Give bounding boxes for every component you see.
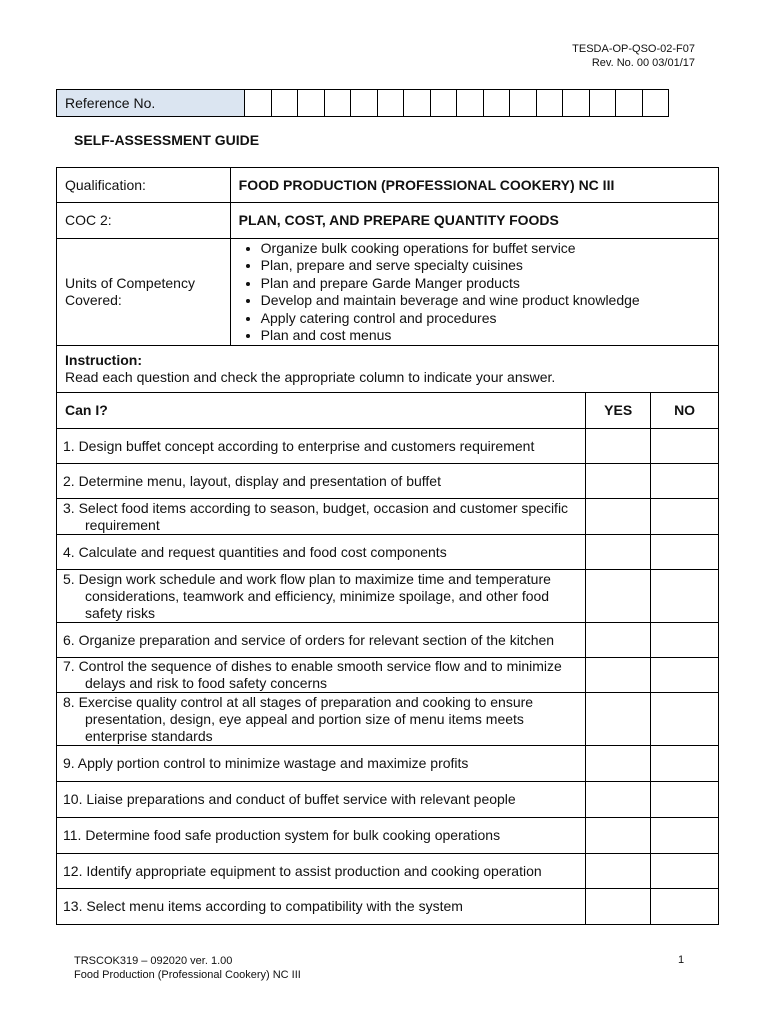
question-row	[57, 818, 719, 854]
footer-code: TRSCOK319 – 092020 ver. 1.00	[74, 955, 233, 967]
question-text: 3. Select food items according to season, budget, occasion and customer specific requirement	[57, 499, 586, 535]
no-checkbox-cell[interactable]	[651, 854, 719, 889]
question-text: 9. Apply portion control to minimize wastage and maximize profits	[57, 746, 586, 782]
question-text: 1. Design buffet concept according to enterprise and customers requirement	[57, 429, 586, 464]
units-list-cell	[230, 239, 718, 346]
qualification-label: Qualification:	[57, 168, 231, 203]
question-row	[57, 854, 719, 889]
question-text: 6. Organize preparation and service of orders for relevant section of the kitchen	[57, 623, 586, 658]
no-checkbox-cell[interactable]	[651, 658, 719, 693]
no-checkbox-cell[interactable]	[651, 499, 719, 535]
question-text: 4. Calculate and request quantities and food cost components	[57, 535, 586, 570]
no-checkbox-cell[interactable]	[651, 570, 719, 623]
page-title: SELF-ASSESSMENT GUIDE	[74, 132, 260, 148]
yes-checkbox-cell[interactable]	[586, 535, 651, 570]
question-row	[57, 499, 719, 535]
reference-digit-box[interactable]	[298, 90, 325, 117]
question-row	[57, 658, 719, 693]
question-text: 13. Select menu items according to compatibility with the system	[57, 889, 586, 925]
yes-checkbox-cell[interactable]	[586, 499, 651, 535]
yes-checkbox-cell[interactable]	[586, 429, 651, 464]
instruction-row	[57, 346, 719, 393]
question-text: 11. Determine food safe production system for bulk cooking operations	[57, 818, 586, 854]
unit-item: • Plan and cost menus	[261, 327, 710, 345]
coc-label: COC 2:	[57, 203, 231, 239]
reference-digit-box[interactable]	[271, 90, 298, 117]
reference-digit-box[interactable]	[616, 90, 643, 117]
no-checkbox-cell[interactable]	[651, 693, 719, 746]
units-label: Units of Competency Covered:	[57, 239, 231, 346]
instruction-cell	[57, 346, 719, 393]
reference-digit-box[interactable]	[351, 90, 378, 117]
question-row	[57, 889, 719, 925]
question-row	[57, 429, 719, 464]
question-row	[57, 623, 719, 658]
question-row	[57, 746, 719, 782]
reference-digit-box[interactable]	[404, 90, 431, 117]
yes-checkbox-cell[interactable]	[586, 570, 651, 623]
question-text: 7. Control the sequence of dishes to enable smooth service flow and to minimize delays and risk to food safety concerns	[57, 658, 586, 693]
question-row	[57, 535, 719, 570]
reference-digit-box[interactable]	[457, 90, 484, 117]
yes-header: YES	[586, 393, 651, 429]
no-checkbox-cell[interactable]	[651, 782, 719, 818]
instruction-heading: Instruction:	[65, 352, 142, 368]
form-code: TESDA-OP-QSO-02-F07	[572, 43, 695, 55]
question-text: 2. Determine menu, layout, display and presentation of buffet	[57, 464, 586, 499]
yes-checkbox-cell[interactable]	[586, 782, 651, 818]
coc-value: PLAN, COST, AND PREPARE QUANTITY FOODS	[230, 203, 718, 239]
yes-checkbox-cell[interactable]	[586, 746, 651, 782]
column-header-row	[57, 393, 719, 429]
no-checkbox-cell[interactable]	[651, 464, 719, 499]
no-checkbox-cell[interactable]	[651, 535, 719, 570]
reference-digit-box[interactable]	[483, 90, 510, 117]
question-row	[57, 693, 719, 746]
yes-checkbox-cell[interactable]	[586, 623, 651, 658]
question-row	[57, 782, 719, 818]
revision-number: Rev. No. 00 03/01/17	[591, 57, 695, 69]
reference-digit-box[interactable]	[589, 90, 616, 117]
reference-digit-box[interactable]	[245, 90, 272, 117]
footer-title: Food Production (Professional Cookery) NC III	[74, 969, 301, 981]
yes-checkbox-cell[interactable]	[586, 693, 651, 746]
reference-digit-box[interactable]	[642, 90, 669, 117]
reference-digit-box[interactable]	[510, 90, 537, 117]
reference-digit-box[interactable]	[430, 90, 457, 117]
instruction-text: Read each question and check the appropriate column to indicate your answer.	[65, 369, 556, 385]
yes-checkbox-cell[interactable]	[586, 658, 651, 693]
question-row	[57, 464, 719, 499]
unit-item: • Plan and prepare Garde Manger products	[261, 275, 710, 293]
page-number: 1	[678, 954, 685, 966]
reference-label: Reference No.	[57, 90, 245, 117]
question-text: 10. Liaise preparations and conduct of buffet service with relevant people	[57, 782, 586, 818]
reference-digit-box[interactable]	[377, 90, 404, 117]
coc-row	[57, 203, 719, 239]
yes-checkbox-cell[interactable]	[586, 889, 651, 925]
units-list	[239, 240, 710, 345]
no-checkbox-cell[interactable]	[651, 889, 719, 925]
can-i-header: Can I?	[57, 393, 586, 429]
qualification-row	[57, 168, 719, 203]
no-header: NO	[651, 393, 719, 429]
unit-item: • Apply catering control and procedures	[261, 310, 710, 328]
reference-digit-box[interactable]	[324, 90, 351, 117]
no-checkbox-cell[interactable]	[651, 429, 719, 464]
question-row	[57, 570, 719, 623]
no-checkbox-cell[interactable]	[651, 623, 719, 658]
reference-digit-box[interactable]	[563, 90, 590, 117]
form-header	[572, 42, 695, 70]
yes-checkbox-cell[interactable]	[586, 464, 651, 499]
units-row	[57, 239, 719, 346]
footer-info	[74, 954, 301, 982]
no-checkbox-cell[interactable]	[651, 818, 719, 854]
question-text: 8. Exercise quality control at all stages of preparation and cooking to ensure presentation, design, eye appeal and portion size of menu items meets enterprise standards	[57, 693, 586, 746]
yes-checkbox-cell[interactable]	[586, 854, 651, 889]
qualification-value: FOOD PRODUCTION (PROFESSIONAL COOKERY) NC III	[230, 168, 718, 203]
unit-item: • Develop and maintain beverage and wine product knowledge	[261, 292, 710, 310]
yes-checkbox-cell[interactable]	[586, 818, 651, 854]
self-assessment-table	[56, 167, 719, 925]
question-text: 12. Identify appropriate equipment to assist production and cooking operation	[57, 854, 586, 889]
unit-item: • Organize bulk cooking operations for buffet service	[261, 240, 710, 258]
no-checkbox-cell[interactable]	[651, 746, 719, 782]
question-text: 5. Design work schedule and work flow plan to maximize time and temperature considerations, teamwork and efficiency, minimize spoilage, and other food safety risks	[57, 570, 586, 623]
unit-item: • Plan, prepare and serve specialty cuisines	[261, 257, 710, 275]
reference-digit-box[interactable]	[536, 90, 563, 117]
reference-number-table	[56, 89, 669, 117]
